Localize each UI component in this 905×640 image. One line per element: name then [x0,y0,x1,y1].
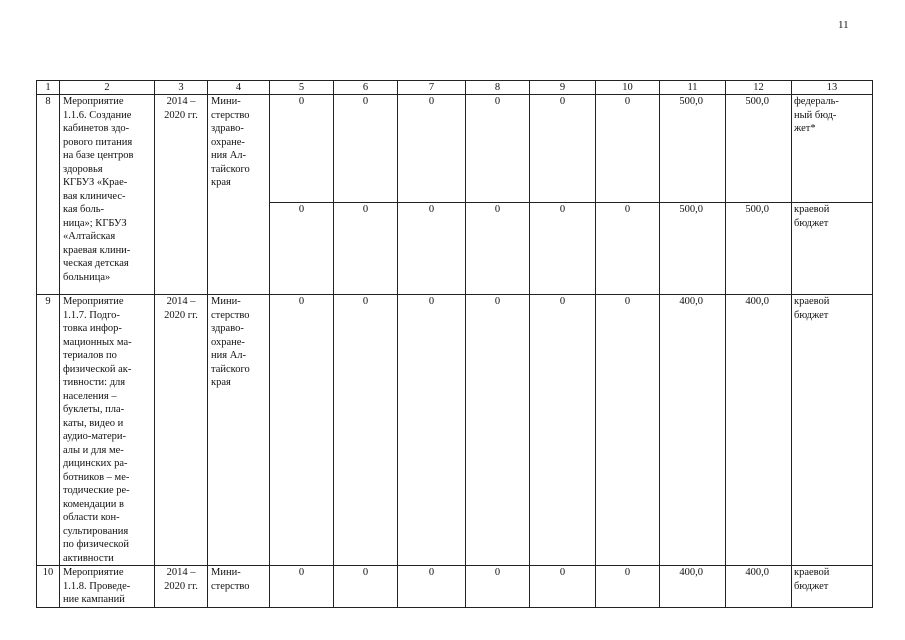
column-header: 6 [334,81,398,95]
column-header: 4 [208,81,270,95]
value-cell: 500,0 [660,203,726,295]
funding-source: краевой бюджет [792,295,873,566]
value-cell: 0 [466,95,530,203]
value-cell: 0 [530,95,596,203]
value-cell: 500,0 [726,95,792,203]
program-table [36,80,873,608]
value-cell: 0 [530,566,596,608]
value-cell: 0 [334,295,398,566]
activity-name: Мероприятие 1.1.8. Проведе- ние кампаний [60,566,155,608]
value-cell: 0 [398,566,466,608]
executor: Мини- стерство здраво- охране- ния Ал- тайского края [208,295,270,566]
activity-name: Мероприятие 1.1.7. Подго- товка инфор- мационных ма- териалов по физической ак- тивности: для населения – буклеты, пла- каты, видео и аудио-матери- алы и для ме- дицинских ра- ботников – ме- тодические ре- комендации в области кон- сультирования по физической активности [60,295,155,566]
column-header: 8 [466,81,530,95]
funding-source: федераль- ный бюд- жет* [792,95,873,203]
value-cell: 0 [334,566,398,608]
row-number: 9 [37,295,60,566]
value-cell: 0 [596,295,660,566]
value-cell: 500,0 [726,203,792,295]
value-cell: 0 [466,566,530,608]
value-cell: 0 [466,203,530,295]
column-header: 3 [155,81,208,95]
value-cell: 500,0 [660,95,726,203]
value-cell: 0 [398,203,466,295]
column-header: 9 [530,81,596,95]
column-header: 11 [660,81,726,95]
activity-name: Мероприятие 1.1.6. Создание кабинетов здо- рового питания на базе центров здоровья КГБУЗ «Крае- вая клиничес- кая боль- ница»; КГБУЗ «Алтайская краевая клини- ческая детская больница» [60,95,155,295]
value-cell: 0 [398,295,466,566]
row-number: 10 [37,566,60,608]
value-cell: 400,0 [660,295,726,566]
period: 2014 – 2020 гг. [155,566,208,608]
value-cell: 0 [596,566,660,608]
table-row [37,95,873,203]
value-cell: 0 [270,566,334,608]
table-row [37,566,873,608]
table-row [37,295,873,566]
column-header: 1 [37,81,60,95]
period: 2014 – 2020 гг. [155,95,208,295]
value-cell: 0 [596,203,660,295]
column-header: 2 [60,81,155,95]
value-cell: 0 [530,295,596,566]
funding-source: краевой бюджет [792,566,873,608]
value-cell: 0 [270,203,334,295]
executor: Мини- стерство здраво- охране- ния Ал- тайского края [208,95,270,295]
value-cell: 0 [334,203,398,295]
page-number: 11 [838,19,849,31]
value-cell: 0 [270,95,334,203]
value-cell: 400,0 [726,295,792,566]
column-header: 12 [726,81,792,95]
column-header: 13 [792,81,873,95]
row-number: 8 [37,95,60,295]
value-cell: 400,0 [660,566,726,608]
period: 2014 – 2020 гг. [155,295,208,566]
value-cell: 0 [530,203,596,295]
value-cell: 0 [466,295,530,566]
value-cell: 0 [398,95,466,203]
value-cell: 0 [270,295,334,566]
value-cell: 400,0 [726,566,792,608]
funding-source: краевой бюджет [792,203,873,295]
value-cell: 0 [596,95,660,203]
column-header: 5 [270,81,334,95]
executor: Мини- стерство [208,566,270,608]
column-header: 10 [596,81,660,95]
column-number-row [37,81,873,95]
value-cell: 0 [334,95,398,203]
column-header: 7 [398,81,466,95]
